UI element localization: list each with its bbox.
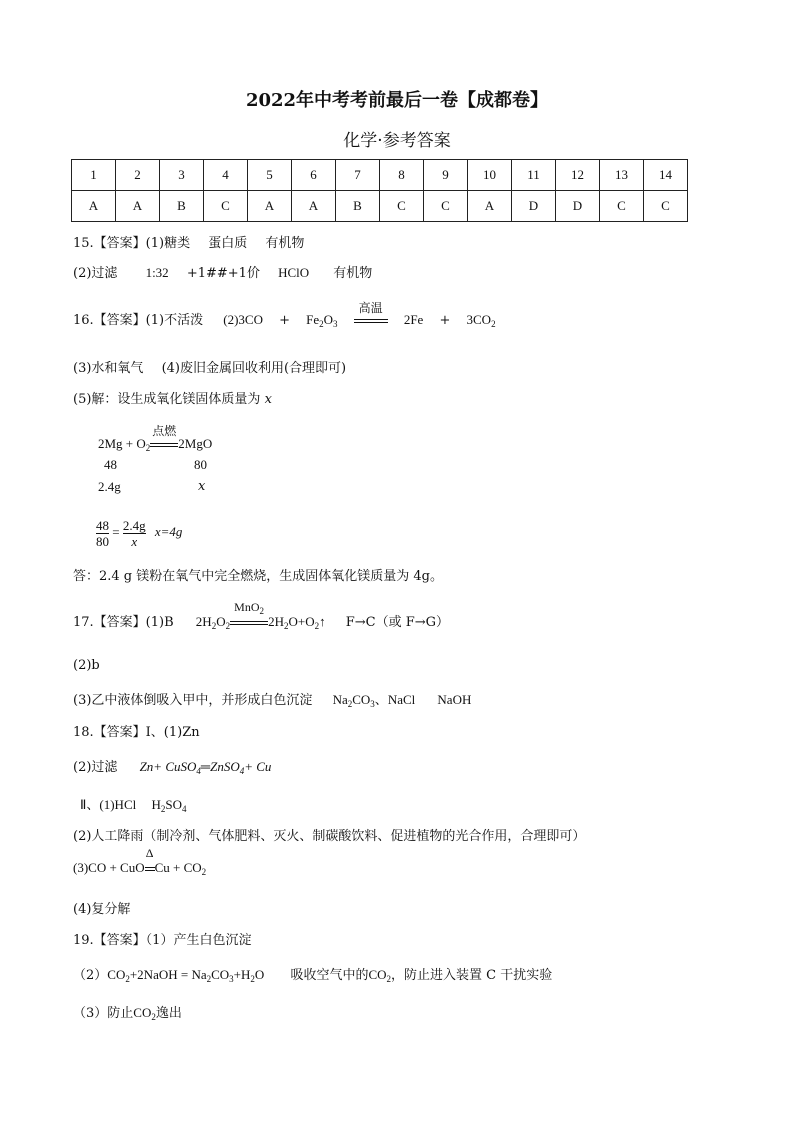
question-number-cell: 6 xyxy=(292,160,336,191)
q16-frac1 xyxy=(96,518,109,549)
q15-answer-protein: 蛋白质 xyxy=(208,236,248,251)
question-number-cell: 5 xyxy=(248,160,292,191)
frac-num: 2.4g xyxy=(122,518,146,533)
q15-line2 xyxy=(73,262,372,281)
q16-mass-24: 2.4g xyxy=(98,479,121,494)
q16-mass-80: 80 xyxy=(194,457,207,472)
q18-line3: Ⅱ、(1)HCl $H_2SO_4$ xyxy=(80,797,187,814)
q15-line1 xyxy=(73,232,304,251)
q16-3co2: $3CO_2$ xyxy=(466,312,496,329)
q18-condition xyxy=(145,846,155,876)
q19-absorb: 吸收空气中的$CO_2$，防止进入装置 C 干扰实验 xyxy=(290,967,553,984)
q15-organic2: 有机物 xyxy=(333,266,373,281)
answer-cell: B xyxy=(160,191,204,222)
q17-line1 xyxy=(73,600,450,631)
q15-ratio: 1:32 xyxy=(145,265,169,280)
q16-condition-label: 高温 xyxy=(358,301,383,315)
q17-nacl: NaCl xyxy=(387,692,416,707)
frac-num: 48 xyxy=(96,518,109,533)
answer-cell: D xyxy=(556,191,600,222)
q17-line3 xyxy=(73,689,471,709)
question-number-cell: 2 xyxy=(116,160,160,191)
q18-line5: (3)CO + CuO Δ $Cu + CO_2$ xyxy=(73,846,207,877)
answer-cell: C xyxy=(204,191,248,222)
frac-den: x xyxy=(131,534,138,549)
q16-2fe: 2Fe xyxy=(403,312,424,327)
q16-line4 xyxy=(73,388,272,407)
q16-var-x-2: x xyxy=(198,479,206,494)
q19-line2 xyxy=(73,964,552,984)
question-number-cell: 1 xyxy=(72,160,116,191)
question-number-cell: 8 xyxy=(380,160,424,191)
q16-water-oxygen: (3)水和氧气 xyxy=(73,361,144,376)
q15-hclo: HClO xyxy=(278,265,310,280)
q16-proportion: $\frac{48}{80}$ = $\frac{2.4g}{x}$ x=4g xyxy=(96,518,183,549)
q18-line2 xyxy=(73,756,271,776)
q19-part2: （2） xyxy=(73,968,108,983)
plus-sign: + xyxy=(279,313,290,328)
page-title: 2022年中考考前最后一卷【成都卷】 xyxy=(245,90,549,111)
q16-var-x: x xyxy=(264,392,272,407)
q18-line4: (2)人工降雨（制冷剂、气体肥料、灭火、制碳酸饮料、促进植物的光合作用，合理即可） xyxy=(73,829,586,844)
q18-hcl: Ⅱ、(1)HCl xyxy=(80,797,137,812)
q19-absorb-text: 吸收空气中的 xyxy=(290,968,369,983)
q16-line1 xyxy=(73,301,496,329)
q16-solve: (5)解：设生成氧化镁固体质量为 xyxy=(73,392,261,407)
q16-fe2o3: $Fe_2O_3$ xyxy=(306,312,338,329)
q18-equation: Zn+ CuSO$_4$═ZnSO$_4$+ Cu xyxy=(139,759,272,776)
q19-absorb-tail: ，防止进入装置 C 干扰实验 xyxy=(391,968,553,983)
question-number-cell: 7 xyxy=(336,160,380,191)
q16-mass-48: 48 xyxy=(104,457,117,472)
answer-cell: C xyxy=(600,191,644,222)
q16-line3 xyxy=(73,357,346,376)
q17-tail: F→C（或 F→G） xyxy=(345,615,450,630)
answer-cell: A xyxy=(72,191,116,222)
answer-cell: D xyxy=(512,191,556,222)
q16-recycle: (4)废旧金属回收利用(合理即可) xyxy=(161,361,347,376)
q17-head: 17.【答案】(1)B xyxy=(73,615,174,630)
q19-head: 19.【答案】（1）产生白色沉淀 xyxy=(73,933,252,948)
q16-frac2 xyxy=(123,518,146,549)
question-number-cell: 10 xyxy=(468,160,512,191)
answer-cell: C xyxy=(380,191,424,222)
q15-answer-organic: 有机物 xyxy=(265,236,305,251)
q17-condition-label: MnO$_2$ xyxy=(234,600,264,616)
q15-head: 15.【答案】(1)糖类 xyxy=(73,236,191,251)
answer-cell: A xyxy=(248,191,292,222)
answer-table-number-row xyxy=(72,160,688,191)
q16-mg-condition-label: 点燃 xyxy=(152,424,177,438)
q17-na2co3: $Na_2CO_3$、NaCl xyxy=(332,692,416,709)
q18-head: 18.【答案】Ⅰ、(1)Zn xyxy=(73,725,200,740)
question-number-cell: 4 xyxy=(204,160,248,191)
q18-line6: (4)复分解 xyxy=(73,902,131,917)
q17-line2: (2)b xyxy=(73,658,100,673)
answer-cell: A xyxy=(116,191,160,222)
question-number-cell: 13 xyxy=(600,160,644,191)
q19-escape: 逸出 xyxy=(155,1006,182,1021)
question-number-cell: 14 xyxy=(644,160,688,191)
q15-filter: (2)过滤 xyxy=(73,266,118,281)
q17-naoh: NaOH xyxy=(437,692,472,707)
q15-valence: +1##+1价 xyxy=(186,266,260,281)
answer-cell: C xyxy=(424,191,468,222)
q19-prevent: （3）防止 xyxy=(73,1006,134,1021)
q18-filter: (2)过滤 xyxy=(73,760,118,775)
answer-table-answer-row xyxy=(72,191,688,222)
q17-condition xyxy=(230,600,268,630)
question-number-cell: 9 xyxy=(424,160,468,191)
answer-cell: A xyxy=(468,191,512,222)
frac-den: 80 xyxy=(96,534,109,549)
answer-cell: A xyxy=(292,191,336,222)
plus-sign: + xyxy=(439,313,451,328)
question-number-cell: 11 xyxy=(512,160,556,191)
mno2-label: MnO xyxy=(234,600,260,614)
q18-co-cuo: (3)CO + CuO xyxy=(73,860,145,875)
question-number-cell: 3 xyxy=(160,160,204,191)
q16-3co: (2)3CO xyxy=(223,312,263,327)
q16-head: 16.【答案】(1)不活泼 xyxy=(73,313,204,328)
q16-answer-text: 答：2.4 g 镁粉在氧气中完全燃烧，生成固体氧化镁质量为 4g。 xyxy=(73,569,443,584)
question-number-cell: 12 xyxy=(556,160,600,191)
page-subtitle: 化学·参考答案 xyxy=(343,131,451,151)
q17-equation: $2H_2O_2$ MnO$_2$ $2H_2O+O_2↑$ xyxy=(195,600,326,631)
q16-result: x=4g xyxy=(154,524,183,540)
answer-cell: B xyxy=(336,191,380,222)
answer-table xyxy=(71,159,688,222)
q19-equation: $CO_2+2NaOH = Na_2CO_3+H_2O$ xyxy=(107,967,265,984)
q16-mg-equation: $2Mg + O_2$ 点燃 2MgO xyxy=(98,424,213,453)
q16-mg-condition xyxy=(150,424,178,452)
heat-symbol: Δ xyxy=(145,846,154,860)
q16-condition xyxy=(354,301,388,328)
q19-line3: （3）防止$CO_2$逸出 xyxy=(73,1005,182,1022)
answer-cell: C xyxy=(644,191,688,222)
q17-backflow: (3)乙中液体倒吸入甲中，并形成白色沉淀 xyxy=(73,693,313,708)
